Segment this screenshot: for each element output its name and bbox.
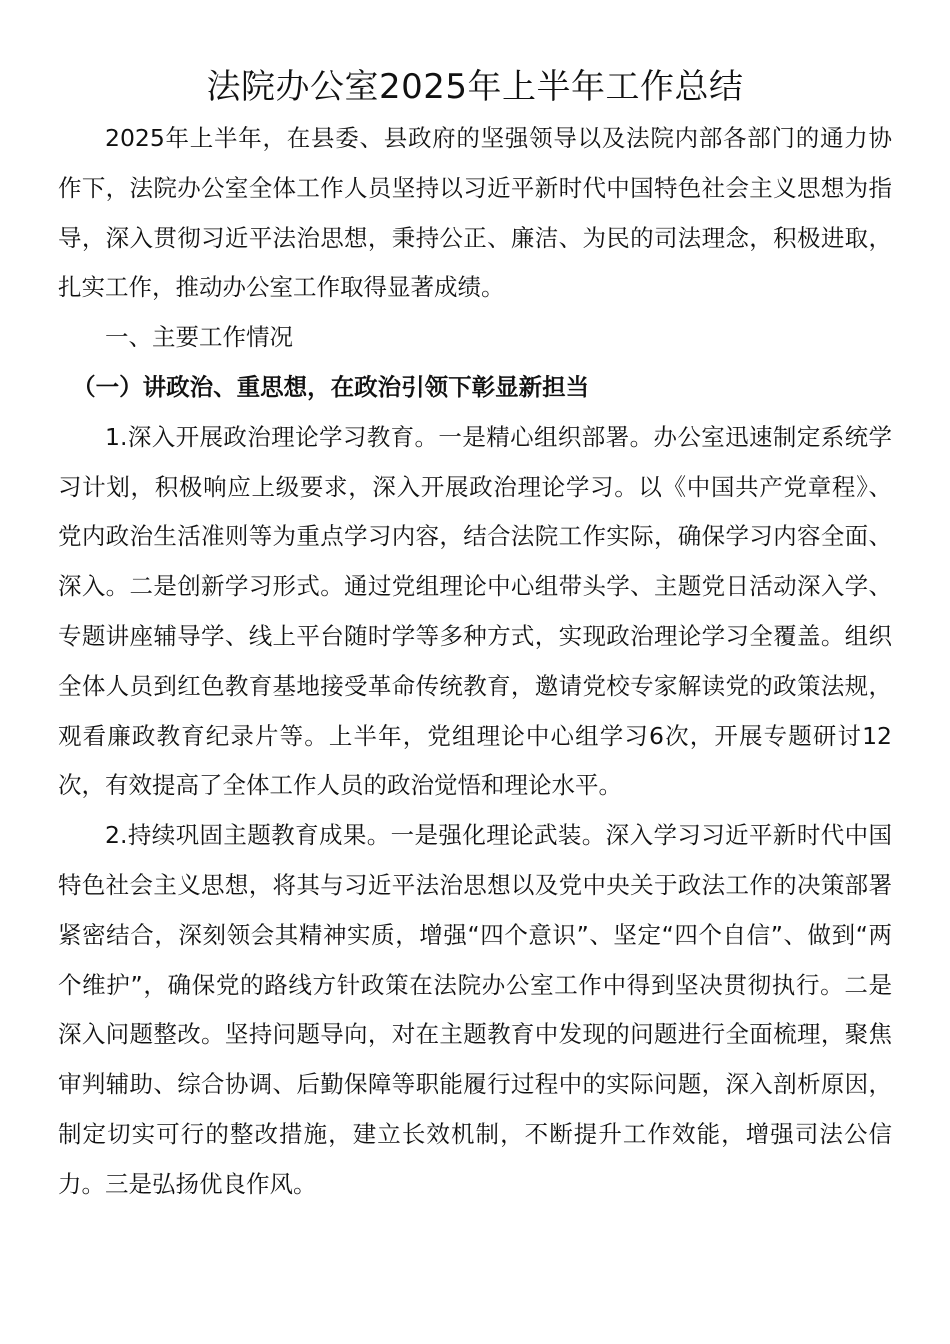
- subsection-heading: （一）讲政治、重思想，在政治引领下彰显新担当: [72, 372, 590, 401]
- item-paragraph-2: 2.持续巩固主题教育成果。一是强化理论武装。深入学习习近平新时代中国特色社会主义思想，将其与习近平法治思想以及党中央关于政法工作的决策部署紧密结合，深刻领会其精神实质，增强“四个意识”、坚定“四个自信”、做到“两个维护”，确保党的路线方针政策在法院办公室工作中得到坚决贯彻执行。二是深入问题整改。坚持问题导向，对在主题教育中发现的问题进行全面梳理，聚焦审判辅助、综合协调、后勤保障等职能履行过程中的实际问题，深入剖析原因，制定切实可行的整改措施，建立长效机制，不断提升工作效能，增强司法公信力。三是弘扬优良作风。: [58, 821, 892, 1198]
- intro-paragraph: 2025年上半年，在县委、县政府的坚强领导以及法院内部各部门的通力协作下，法院办公室全体工作人员坚持以习近平新时代中国特色社会主义思想为指导，深入贯彻习近平法治思想，秉持公正、廉洁、为民的司法理念，积极进取，扎实工作，推动办公室工作取得显著成绩。: [58, 124, 892, 302]
- document-page: [58, 62, 892, 1210]
- item-paragraph-1: 1.深入开展政治理论学习教育。一是精心组织部署。办公室迅速制定系统学习计划，积极响应上级要求，深入开展政治理论学习。以《中国共产党章程》、党内政治生活准则等为重点学习内容，结合法院工作实际，确保学习内容全面、深入。二是创新学习形式。通过党组理论中心组带头学、主题党日活动深入学、专题讲座辅导学、线上平台随时学等多种方式，实现政治理论学习全覆盖。组织全体人员到红色教育基地接受革命传统教育，邀请党校专家解读党的政策法规，观看廉政教育纪录片等。上半年，党组理论中心组学习6次，开展专题研讨12次，有效提高了全体工作人员的政治觉悟和理论水平。: [58, 422, 892, 800]
- document-title: 法院办公室2025年上半年工作总结: [206, 67, 744, 107]
- section-heading: 一、主要工作情况: [105, 323, 293, 352]
